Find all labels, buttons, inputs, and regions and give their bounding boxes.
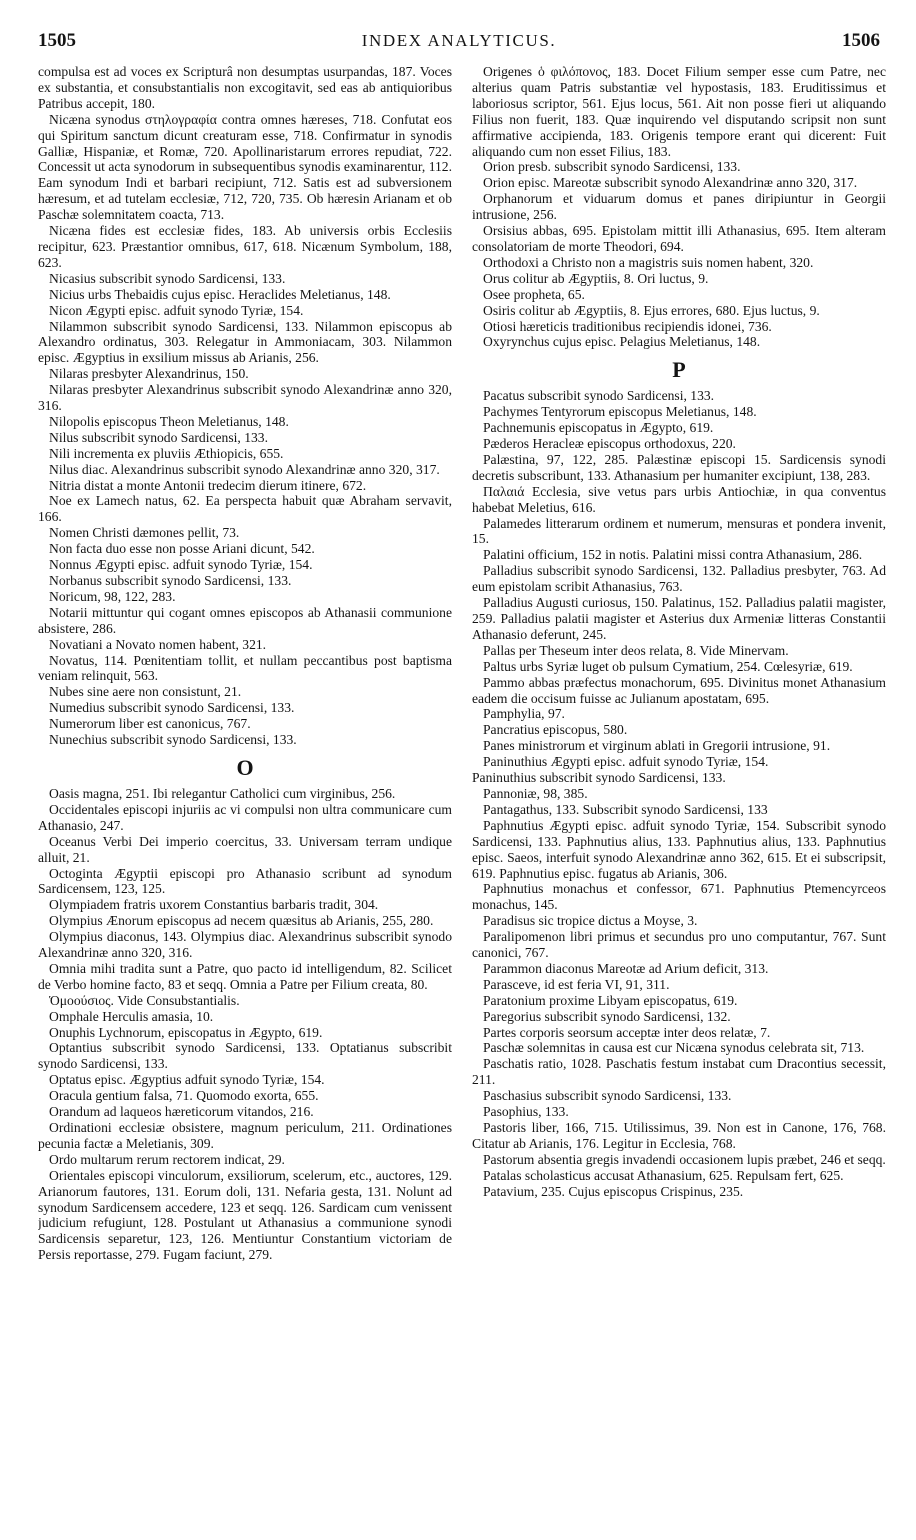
index-entry: Nunechius subscribit synodo Sardicensi, 133. bbox=[49, 732, 297, 748]
index-entry: Olympius Ænorum episcopus ad necem quæsitus ab Arianis, 255, 280. bbox=[49, 913, 434, 929]
index-entry: Nicasius subscribit synodo Sardicensi, 133. bbox=[49, 270, 286, 286]
right-column bbox=[472, 64, 886, 1530]
index-entry: Occidentales episcopi injuriis ac vi compulsi non ultra communicare cum Athanasio, 247. bbox=[38, 801, 452, 833]
index-entry: Omphale Herculis amasia, 10. bbox=[49, 1008, 214, 1024]
index-entry: compulsa est ad voces ex Scripturâ non desumptas usurpandas, 187. Voces ex substantia, et consubstantialis non excogitavit, sed eas ab antiquioribus Patribus accepit, 180. bbox=[38, 64, 452, 111]
index-entry: Nilaras presbyter Alexandrinus, 150. bbox=[49, 366, 249, 382]
index-entry: Patalas scholasticus accusat Athanasium, 625. Repulsam fert, 625. bbox=[483, 1167, 844, 1183]
index-entry: Paschatis ratio, 1028. Paschatis festum instabat cum Dracontius secessit, 211. bbox=[472, 1056, 886, 1088]
index-entry: Orphanorum et viduarum domus et panes diripiuntur in Georgii intrusione, 256. bbox=[472, 191, 886, 223]
index-entry: Oxyrynchus cujus episc. Pelagius Meletianus, 148. bbox=[483, 334, 761, 350]
index-entry: Noe ex Lamech natus, 62. Ea perspecta habuit quæ Abraham servavit, 166. bbox=[38, 493, 452, 525]
index-entry: Numerorum liber est canonicus, 767. bbox=[49, 716, 251, 732]
index-entry: Olympiadem fratris uxorem Constantius barbaris tradit, 304. bbox=[49, 897, 379, 913]
index-entry: Patavium, 235. Cujus episcopus Crispinus, 235. bbox=[483, 1183, 744, 1199]
index-entry: Nitria distat a monte Antonii tredecim dierum itinere, 672. bbox=[49, 477, 367, 493]
index-entry: Pæderos Heracleæ episcopus orthodoxus, 220. bbox=[483, 436, 736, 452]
index-entry: Osiris colitur ab Ægyptiis, 8. Ejus errores, 680. Ejus luctus, 9. bbox=[483, 302, 820, 318]
index-entry: Nicius urbs Thebaidis cujus episc. Heraclides Meletianus, 148. bbox=[49, 286, 391, 302]
index-entry: Novatus, 114. Pœnitentiam tollit, et nullam peccantibus post baptisma veniam relinquit, 563. bbox=[38, 652, 452, 684]
index-entry: Orus colitur ab Ægyptiis, 8. Ori luctus, 9. bbox=[483, 270, 709, 286]
index-entry: Norbanus subscribit synodo Sardicensi, 133. bbox=[49, 573, 292, 588]
index-entry: Paphnutius Ægypti episc. adfuit synodo Tyriæ, 154. Subscribit synodo Sardicensi, 133. Paphnutius alius, 133. Paphnutius alius, 133. Paphnutius episc. Saeos, interfuit synodo Alexandrinæ anno 362, 615. Et ei subscripsit, 619. Paphnutius episc. fugatus ab Arianis, 306. bbox=[472, 817, 886, 881]
index-entry: Octoginta Ægyptii episcopi pro Athanasio scribunt ad synodum Sardicensem, 123, 125. bbox=[38, 865, 452, 897]
index-entry: Orthodoxi a Christo non a magistris suis nomen habent, 320. bbox=[483, 254, 814, 270]
index-entry: Nicon Ægypti episc. adfuit synodo Tyriæ, 154. bbox=[49, 302, 304, 318]
index-entry: Palladius subscribit synodo Sardicensi, 132. Palladius presbyter, 763. Ad eum epistolam scribit Athanasius, 763. bbox=[472, 563, 886, 595]
index-entry: Orientales episcopi vinculorum, exsiliorum, scelerum, etc., auctores, 129. Arianorum fautores, 131. Eorum doli, 131. Nefaria gesta, 131. Nolunt ad synodum Sardicensem accedere, 123 et seqq. 126. Sardicam cum venissent judicium refugiunt, 128. Postulant ut Athanasius a communione synodi Sardicensis separetur, 123, 126. Mentiuntur Constantium victoriam de Persis reportasse, 279. Fugam faciunt, 279. bbox=[38, 1167, 452, 1263]
index-entry: Palladius Augusti curiosus, 150. Palatinus, 152. Palladius palatii magister, 259. Palladius palatii magister et Asterius dux Armeniæ litteras Constantii Athanasio deferunt, 245. bbox=[472, 595, 886, 642]
index-entry: Palatini officium, 152 in notis. Palatini missi contra Athanasium, 286. bbox=[483, 547, 863, 563]
index-entry: Pamphylia, 97. bbox=[483, 706, 565, 722]
index-entry: Olympius diaconus, 143. Olympius diac. Alexandrinus subscribit synodo Alexandrinæ anno 320, 316. bbox=[38, 929, 452, 961]
index-entry: Pancratius episcopus, 580. bbox=[483, 722, 628, 738]
index-entry: Panes ministrorum et virginum ablati in Gregorii intrusione, 91. bbox=[483, 738, 831, 754]
index-entry: Pachymes Tentyrorum episcopus Meletianus, 148. bbox=[483, 404, 757, 420]
index-entry: Ordo multarum rerum rectorem indicat, 29. bbox=[49, 1151, 285, 1167]
index-entry: Otiosi hæreticis traditionibus recipiendis idonei, 736. bbox=[483, 318, 772, 334]
index-entry: Nonnus Ægypti episc. adfuit synodo Tyriæ, 154. bbox=[49, 557, 313, 573]
page-number-right: 1506 bbox=[842, 30, 880, 51]
index-entry: Paschasius subscribit synodo Sardicensi, 133. bbox=[483, 1088, 732, 1104]
running-title: INDEX ANALYTICUS. bbox=[361, 31, 557, 50]
index-entry: Paltus urbs Syriæ luget ob pulsum Cymatium, 254. Cœlesyriæ, 619. bbox=[483, 658, 853, 674]
index-entry: Pasophius, 133. bbox=[483, 1104, 569, 1120]
index-entry: Paschæ solemnitas in causa est cur Nicæna synodus celebrata sit, 713. bbox=[483, 1040, 865, 1056]
index-entry: Paratonium proxime Libyam episcopatus, 619. bbox=[483, 992, 738, 1008]
index-entry: Onuphis Lychnorum, episcopatus in Ægypto, 619. bbox=[49, 1024, 323, 1040]
index-entry: Optantius subscribit synodo Sardicensi, 133. Optatianus subscribit synodo Sardicensi, 133. bbox=[38, 1040, 452, 1072]
section-letter: O bbox=[236, 754, 254, 780]
index-entry: Nicæna synodus στηλογραφία contra omnes hæreses, 718. Confutat eos qui Spiritum sanctum dicunt creaturam esse, 718. Confirmatur in synodis Galliæ, Hispaniæ, et Romæ, 720. Apollinaristarum errores repudiat, 722. Concessit ut acta synodorum in subsequentibus synodis examinarentur, 112. Eam synodum Indi et barbari recipiunt, 712. Satis est ad subversionem hæresum, et ad tutelam ecclesiæ, 712, 720, 735. Ob hæresin Arianam et ob Paschæ solemnitatem coacta, 713. bbox=[38, 111, 452, 223]
page-header bbox=[38, 30, 880, 56]
index-entry: Paralipomenon libri primus et secundus pro uno computantur, 767. Sunt canonici, 767. bbox=[472, 929, 886, 961]
index-entry: Optatus episc. Ægyptius adfuit synodo Tyriæ, 154. bbox=[49, 1072, 325, 1088]
index-entry: Nomen Christi dæmones pellit, 73. bbox=[49, 525, 240, 541]
index-entry: Nicæna fides est ecclesiæ fides, 183. Ab universis orbis Ecclesiis recipitur, 623. Præstantior omnibus, 617, 618. Nicænum Symbolum, 188, 623. bbox=[38, 223, 452, 270]
index-entry: Paregorius subscribit synodo Sardicensi, 132. bbox=[483, 1008, 731, 1024]
index-entry: Parammon diaconus Mareotæ ad Arium deficit, 313. bbox=[483, 960, 769, 976]
index-entry: Osee propheta, 65. bbox=[483, 286, 585, 302]
index-entry: Nilopolis episcopus Theon Meletianus, 148. bbox=[49, 413, 289, 429]
page-number-left: 1505 bbox=[38, 30, 76, 51]
index-entry: Pannoniæ, 98, 385. bbox=[483, 785, 588, 801]
index-entry: Nubes sine aere non consistunt, 21. bbox=[49, 684, 242, 700]
index-entry: Pammo abbas præfectus monachorum, 695. Divinitus monet Athanasium eadem die occisum fuisse ac Julianum apostatam, 695. bbox=[472, 674, 886, 706]
index-entry: Orion episc. Mareotæ subscribit synodo Alexandrinæ anno 320, 317. bbox=[483, 175, 858, 191]
index-entry: Noricum, 98, 122, 283. bbox=[49, 588, 176, 604]
index-entry: Parasceve, id est feria VI, 91, 311. bbox=[483, 976, 670, 992]
index-entry: Partes corporis seorsum acceptæ inter deos relatæ, 7. bbox=[483, 1024, 771, 1040]
index-entry: Pastoris liber, 166, 715. Utilissimus, 39. Non est in Canone, 176, 768. Citatur ab Arianis, 176. Legitur in Ecclesia, 768. bbox=[472, 1120, 886, 1151]
index-entry: Ordinationi ecclesiæ obsistere, magnum periculum, 211. Ordinationes pecunia factæ a Meletianis, 309. bbox=[38, 1120, 452, 1151]
index-entry: Palæstina, 97, 122, 285. Palæstinæ episcopi 15. Sardicensis synodi decretis subscribunt, 133. Athanasium per humaniter excipiunt, 138, 283. bbox=[472, 451, 886, 483]
index-entry: Numedius subscribit synodo Sardicensi, 133. bbox=[49, 700, 295, 716]
left-column bbox=[38, 64, 452, 1530]
index-entry: Paninuthius Ægypti episc. adfuit synodo Tyriæ, 154. bbox=[483, 754, 769, 770]
index-entry: Nilammon subscribit synodo Sardicensi, 133. Nilammon episcopus ab Alexandro ordinatus, 303. Relegatur in Ammoniacam, 303. Nilammon episc. Ægyptius in exsilium missus ab Arianis, 256. bbox=[38, 318, 452, 366]
index-entry: Novatiani a Novato nomen habent, 321. bbox=[49, 636, 267, 652]
index-entry: Nilaras presbyter Alexandrinus subscribit synodo Alexandrinæ anno 320, 316. bbox=[38, 382, 452, 414]
index-entry: Pastorum absentia gregis invadendi occasionem lupis præbet, 246 et seqq. bbox=[483, 1151, 886, 1167]
index-entry: Pachnemunis episcopatus in Ægypto, 619. bbox=[483, 420, 714, 436]
index-entry: Oracula gentium falsa, 71. Quomodo exorta, 655. bbox=[49, 1088, 319, 1104]
index-entry: Non facta duo esse non posse Ariani dicunt, 542. bbox=[49, 541, 315, 557]
index-entry: Oasis magna, 251. Ibi relegantur Catholici cum virginibus, 256. bbox=[49, 785, 396, 801]
index-entry: Pallas per Theseum inter deos relata, 8. Vide Minervam. bbox=[483, 642, 789, 658]
index-entry: Pacatus subscribit synodo Sardicensi, 133. bbox=[483, 388, 715, 404]
index-entry: Notarii mittuntur qui cogant omnes episcopos ab Athanasii communione absistere, 286. bbox=[38, 604, 452, 636]
index-entry: Παλαιά Ecclesia, sive vetus pars urbis Antiochiæ, in qua conventus habebat Meletius, 616. bbox=[472, 483, 886, 515]
index-entry: Omnia mihi tradita sunt a Patre, quo pacto id intelligendum, 82. Scilicet de Verbo homine facto, 83 et seqq. Omnia a Patre per Filium creata, 80. bbox=[38, 960, 452, 992]
index-entry: Nilus diac. Alexandrinus subscribit synodo Alexandrinæ anno 320, 317. bbox=[49, 461, 440, 477]
index-entry: Palamedes litterarum ordinem et numerum, mensuras et pondera invenit, 15. bbox=[472, 515, 886, 547]
index-entry: Oceanus Verbi Dei imperio coercitus, 33. Universam terram undique alluit, 21. bbox=[38, 833, 452, 865]
index-entry: Paradisus sic tropice dictus a Moyse, 3. bbox=[483, 913, 698, 929]
index-entry: Pantagathus, 133. Subscribit synodo Sardicensi, 133 bbox=[483, 801, 768, 817]
index-entry: Paphnutius monachus et confessor, 671. Paphnutius Ptemencyrceos monachus, 145. bbox=[472, 881, 886, 913]
index-entry: Paninuthius subscribit synodo Sardicensi, 133. bbox=[472, 770, 726, 786]
index-entry: Origenes ὁ φιλόπονος, 183. Docet Filium semper esse cum Patre, nec alterius quam Patris substantiæ vel hypostasis, 183. Eruditissimus et laboriosus scriptor, 561. Ejus locus, 561. Ait non posse fieri ut aliquando Filius non fuerit, 183. Quæ inquirendo vel disputando scripsit non sunt affirmative accipienda, 183. Origenis tempore erant qui dicerent: Fuit aliquando cum non esset Filius, 183. bbox=[472, 64, 886, 159]
index-entry: Orion presb. subscribit synodo Sardicensi, 133. bbox=[483, 159, 741, 175]
index-entry: Nilus subscribit synodo Sardicensi, 133. bbox=[49, 429, 269, 445]
index-entry: Ὁμοούσιος. Vide Consubstantialis. bbox=[49, 992, 240, 1008]
index-entry: Nili incrementa ex pluviis Æthiopicis, 655. bbox=[49, 445, 284, 461]
index-entry: Orsisius abbas, 695. Epistolam mittit illi Athanasius, 695. Item alteram consolatoriam de morte Theodori, 694. bbox=[472, 223, 886, 254]
index-entry: Orandum ad laqueos hæreticorum vitandos, 216. bbox=[49, 1104, 314, 1120]
section-letter: P bbox=[672, 357, 686, 383]
